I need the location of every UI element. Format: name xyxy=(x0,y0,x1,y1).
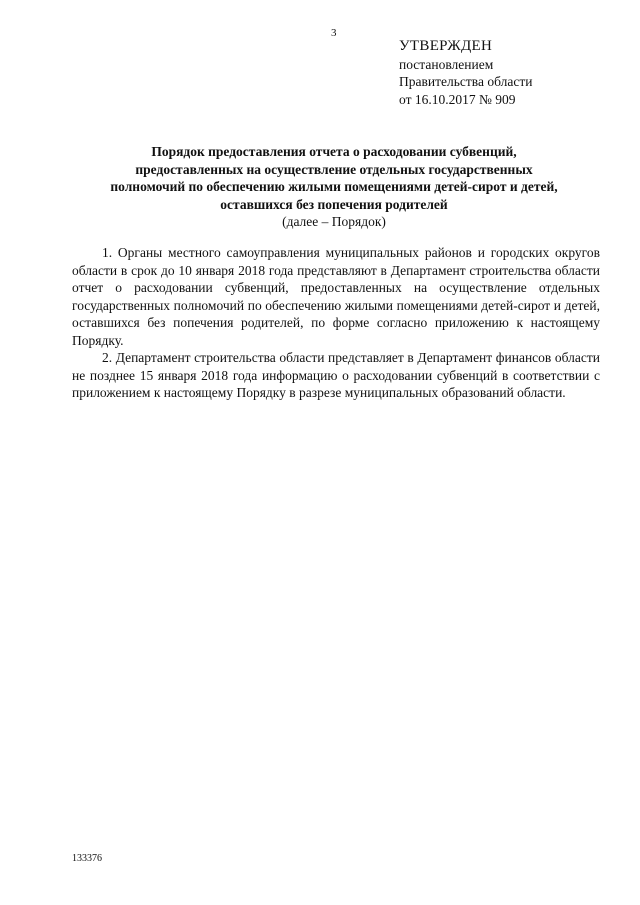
approval-date-line: от 16.10.2017 № 909 xyxy=(399,91,516,107)
paragraph-2: 2. Департамент строительства области представляет в Департамент финансов области не позднее 15 января 2018 года информацию о расходовании субвенций в соответствии с приложением к настоящему Порядку в разрезе муниципальных образований области. xyxy=(72,350,600,400)
title-line: предоставленных на осуществление отдельных государственных xyxy=(135,161,533,177)
title-line: оставшихся без попечения родителей xyxy=(220,196,448,212)
document-body xyxy=(72,244,600,402)
title-line: полномочий по обеспечению жилыми помещениями детей-сирот и детей, xyxy=(110,179,558,194)
document-subtitle: (далее – Порядок) xyxy=(282,214,386,229)
approval-line: постановлением xyxy=(399,56,494,72)
document-code: 133376 xyxy=(72,853,102,864)
approval-stamp xyxy=(399,38,532,108)
document-title xyxy=(68,143,600,213)
page-number: 3 xyxy=(331,27,337,39)
paragraph-1: 1. Органы местного самоуправления муниципальных районов и городских округов области в срок до 10 января 2018 года представляют в Департамент строительства области отчет о расходовании субвенций, предоставленных на осуществление отдельных государственных полномочий по обеспечению жилыми помещениями детей-сирот и детей, оставшихся без попечения родителей, по форме согласно приложению к настоящему Порядку. xyxy=(72,245,600,348)
approval-line: Правительства области xyxy=(399,74,533,89)
approval-heading: УТВЕРЖДЕН xyxy=(399,38,493,54)
title-line: Порядок предоставления отчета о расходовании субвенций, xyxy=(151,144,517,159)
